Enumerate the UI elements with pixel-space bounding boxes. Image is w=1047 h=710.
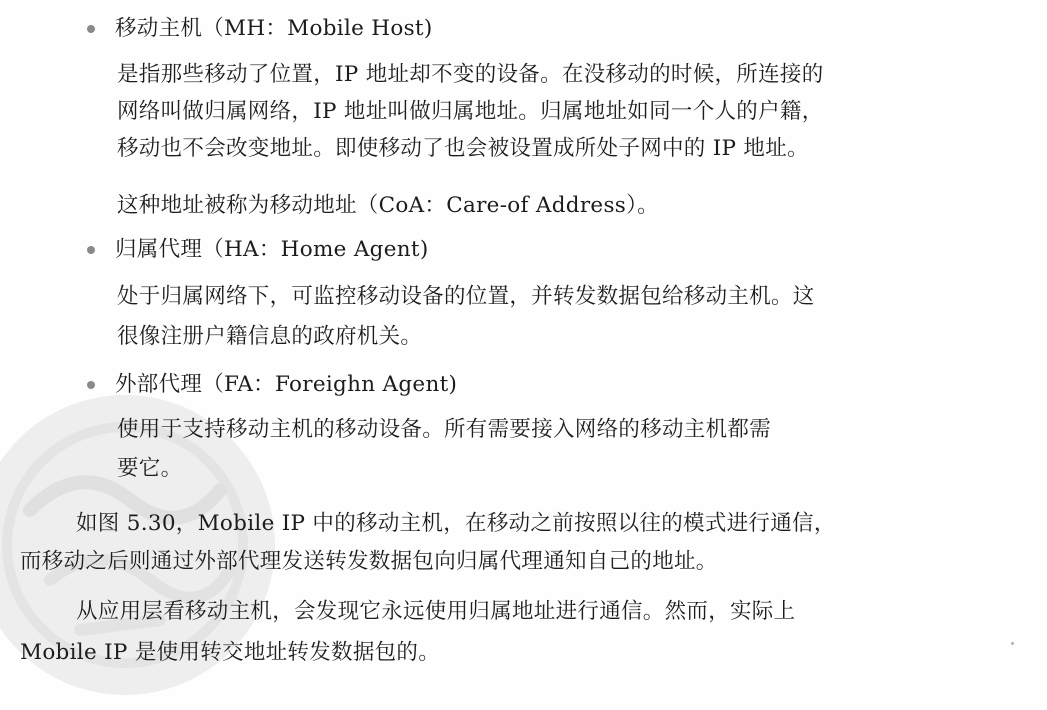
bullet-body-line: 处于归属网络下，可监控移动设备的位置，并转发数据包给移动主机。这 <box>117 284 815 309</box>
bullet-marker <box>87 381 95 389</box>
paragraph-line: 从应用层看移动主机，会发现它永远使用归属地址进行通信。然而，实际上 <box>76 599 796 624</box>
bullet-marker <box>87 25 95 33</box>
bullet-body-line: 很像注册户籍信息的政府机关。 <box>117 324 423 349</box>
bullet-body-line: 使用于支持移动主机的移动设备。所有需要接入网络的移动主机都需 <box>117 417 772 442</box>
paragraph-line: Mobile IP 是使用转交地址转发数据包的。 <box>20 640 441 665</box>
paragraph-line: 如图 5.30，Mobile IP 中的移动主机，在移动之前按照以往的模式进行通信， <box>76 511 836 536</box>
scan-speck <box>1011 642 1014 645</box>
bullet-body-line: 移动也不会改变地址。即使移动了也会被设置成所处子网中的 IP 地址。 <box>117 136 809 161</box>
bullet-marker <box>87 246 95 254</box>
bullet-body-line: 是指那些移动了位置，IP 地址却不变的设备。在没移动的时候，所连接的 <box>117 62 824 87</box>
bullet-body-line: 网络叫做归属网络，IP 地址叫做归属地址。归属地址如同一个人的户籍， <box>117 99 824 124</box>
bullet-title-foreign-agent: 外部代理（FA：Foreighn Agent) <box>115 372 458 397</box>
bullet-body-line: 要它。 <box>117 456 183 481</box>
bullet-title-home-agent: 归属代理（HA：Home Agent) <box>115 237 429 262</box>
bullet-body-line: 这种地址被称为移动地址（CoA：Care-of Address）。 <box>117 193 659 218</box>
bullet-title-mobile-host: 移动主机（MH：Mobile Host) <box>115 16 433 41</box>
paragraph-line: 而移动之后则通过外部代理发送转发数据包向归属代理通知自己的地址。 <box>20 549 718 574</box>
